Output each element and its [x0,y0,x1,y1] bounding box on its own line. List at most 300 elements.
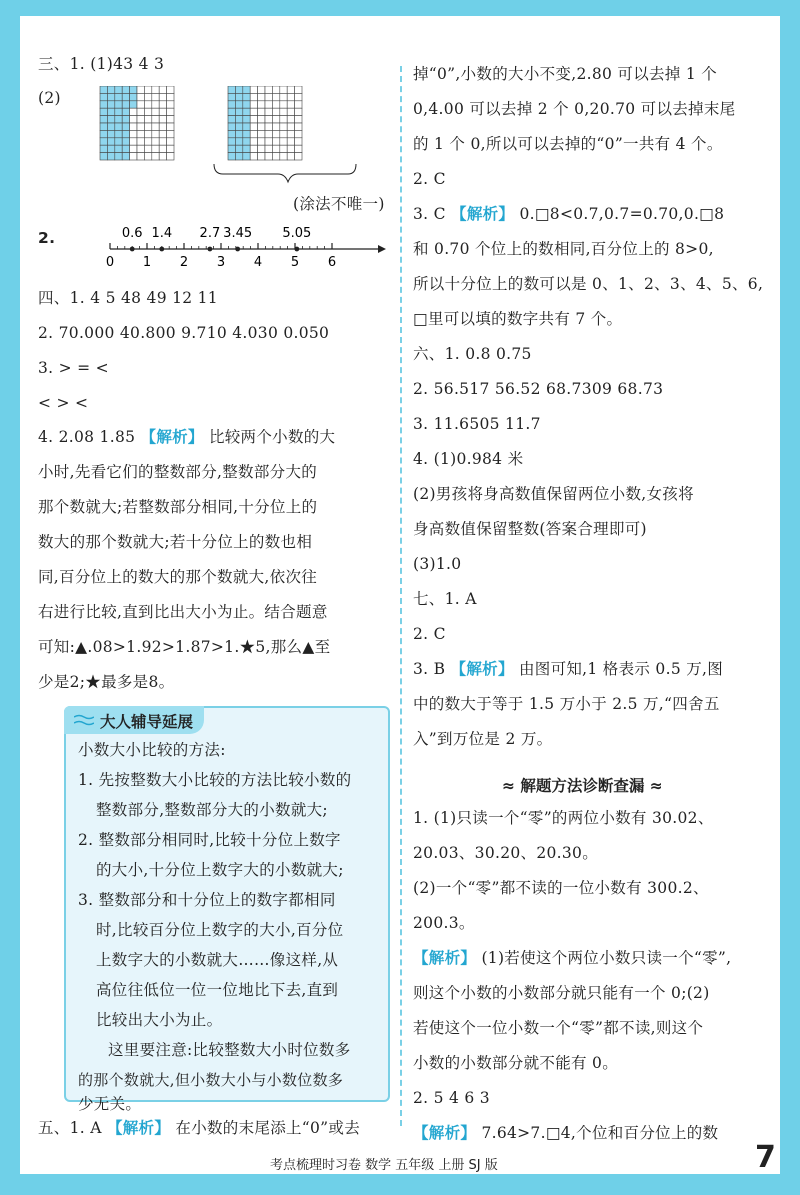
grid-cell [272,101,279,108]
grid-cell [152,93,159,100]
grid-cell [137,93,144,100]
point-marker [235,247,240,252]
grid-cell [130,108,137,115]
grid-cell [107,145,114,152]
grid-cell [115,130,122,137]
grid-cell [258,123,265,130]
grid-cell [272,138,279,145]
q5-3-text: 0.□8<0.7,0.7=0.70,0.□8 [519,205,725,223]
grid-cell [115,116,122,123]
grid-cell [250,116,257,123]
grid-cell [228,145,235,152]
q5-3 [413,204,724,224]
q7-2: 2. C [413,625,446,643]
q6-1: 六、1. 0.8 0.75 [413,345,532,363]
text-line: 的 1 个 0,所以可以去掉的“0”一共有 4 个。 [413,135,723,153]
grid-cell [107,153,114,160]
grid-cell [100,116,107,123]
grid-cell [258,116,265,123]
point-marker [159,247,164,252]
grid-cell [144,153,151,160]
grid-cell [159,86,166,93]
grid-cell [130,93,137,100]
diag-1-analysis [413,948,731,968]
grid-cell [287,101,294,108]
grid-cell [130,153,137,160]
box-line: 时,比较百分位上数字的大小,百分位 [96,921,344,939]
text-line: 小时,先看它们的整数部分,整数部分大的 [38,463,318,481]
grid-cell [122,145,129,152]
grid-shaded-tenths [228,86,302,160]
grid-cell [115,123,122,130]
box-line: 这里要注意:比较整数大小时位数多 [108,1041,351,1059]
grid-cell [250,138,257,145]
analysis-tag: 【解析】 [106,1119,171,1137]
text-line: 若使这个一位小数一个“零”都不读,则这个 [413,1019,704,1037]
grid-cell [228,153,235,160]
grid-cell [295,86,302,93]
grid-cell [228,130,235,137]
tick-label: 3 [216,255,226,270]
grid-cell [122,86,129,93]
grid-cell [100,101,107,108]
grid-cell [159,138,166,145]
grid-cell [159,93,166,100]
q5-2: 2. C [413,170,446,188]
grid-cell [265,123,272,130]
grid-cell [235,153,242,160]
tick-label: 2 [179,255,189,270]
number-line [100,221,390,271]
text-line: 少是2;★最多是8。 [38,673,175,691]
grid-cell [137,86,144,93]
grid-cell [137,123,144,130]
q6-4: 4. (1)0.984 米 [413,450,524,468]
grid-cell [265,116,272,123]
grid-cell [137,116,144,123]
grid-cell [122,93,129,100]
grid-cell [122,101,129,108]
grid-cell [265,86,272,93]
point-marker [294,247,299,252]
grid-cell [130,130,137,137]
grid-cell [280,123,287,130]
grid-cell [122,108,129,115]
q3-1-1: 三、1. (1)43 4 3 [38,55,165,73]
grid-cell [159,108,166,115]
grid-cell [167,86,174,93]
text-line: 和 0.70 个位上的数相同,百分位上的 8>0, [413,240,714,258]
grid-cell [287,145,294,152]
grid-cell [243,116,250,123]
diag-2: 2. 5 4 6 3 [413,1089,490,1107]
grid-cell [159,145,166,152]
grid-cell [235,116,242,123]
grid-cell [280,101,287,108]
q4-4-text: 比较两个小数的大 [208,428,336,446]
grid-cell [167,123,174,130]
grid-cell [100,86,107,93]
grid-cell [228,86,235,93]
text-line: (2)一个“零”都不读的一位小数有 300.2、 [413,879,709,897]
grid-cell [144,123,151,130]
box-line: 1. 先按整数大小比较的方法比较小数的 [78,771,352,789]
grid-cell [265,101,272,108]
grid-cell [122,153,129,160]
grid-cell [258,86,265,93]
grid-figures [98,86,388,188]
grid-cell [265,130,272,137]
q7-3-text: 由图可知,1 格表示 0.5 万,图 [518,660,724,678]
box-line: 的那个数就大,但小数大小与小数位数多 [78,1071,344,1089]
box-line: 比较出大小为止。 [96,1011,223,1029]
tick-label: 0 [105,255,115,270]
grid-cell [280,145,287,152]
grid-cell [167,138,174,145]
q7-3 [413,659,723,679]
grid-cell [280,86,287,93]
grid-cell [167,101,174,108]
grid-cell [265,108,272,115]
grid-cell [115,101,122,108]
grid-cell [235,86,242,93]
grid-cell [287,93,294,100]
grid-cell [144,116,151,123]
grid-cell [228,101,235,108]
grid-cell [272,123,279,130]
grid-cell [287,108,294,115]
grid-cell [122,138,129,145]
grid-cell [144,93,151,100]
grid-cell [167,108,174,115]
box-line: 3. 整数部分和十分位上的数字都相同 [78,891,336,909]
grid-cell [115,86,122,93]
grid-cell [265,93,272,100]
grid-cell [280,153,287,160]
grid-cell [250,86,257,93]
grid-cell [107,101,114,108]
grid-cell [250,153,257,160]
grid-cell [243,93,250,100]
tip-box-title-text: 大人辅导延展 [100,713,194,731]
grid-cell [152,116,159,123]
grid-cell [115,108,122,115]
grid-cell [159,153,166,160]
grid-cell [295,153,302,160]
grid-cell [107,93,114,100]
brace-icon [214,164,356,182]
grid-cell [152,101,159,108]
grid-cell [228,116,235,123]
grid-cell [130,138,137,145]
grid-cell [167,130,174,137]
text-line: 所以十分位上的数可以是 0、1、2、3、4、5、6, [413,275,764,293]
column-divider [400,66,402,1126]
grid-cell [287,138,294,145]
grid-cell [122,123,129,130]
text-line: 200.3。 [413,914,475,932]
grid-cell [258,93,265,100]
q4-2: 2. 70.000 40.800 9.710 4.030 0.050 [38,324,330,342]
text-line: 右进行比较,直到比出大小为止。结合题意 [38,603,328,621]
grid-cell [144,145,151,152]
q7-1: 七、1. A [413,590,477,608]
grid-cell [258,138,265,145]
answer-page [20,16,780,1174]
point-label: 1.4 [151,226,173,241]
grid-cell [228,123,235,130]
text-line: 身高数值保留整数(答案合理即可) [413,520,647,538]
grid-cell [295,116,302,123]
grid-cell [159,130,166,137]
grid-cell [243,153,250,160]
grid-cell [107,108,114,115]
grid-cell [295,93,302,100]
grid-cell [258,101,265,108]
grid-cell [100,145,107,152]
grid-cell [272,93,279,100]
grid-cell [107,116,114,123]
grid-cell [265,153,272,160]
grid-cell [243,123,250,130]
point-marker [130,247,135,252]
grid-cell [295,101,302,108]
grid-cell [100,108,107,115]
text-line: 0,4.00 可以去掉 2 个 0,20.70 可以去掉末尾 [413,100,736,118]
q7-3-answer: 3. B [413,660,446,678]
analysis-tag: 【解析】 [450,660,514,678]
text-line: 掉“0”,小数的大小不变,2.80 可以去掉 1 个 [413,65,718,83]
analysis-tag: 【解析】 [413,949,477,967]
grid-cell [137,153,144,160]
q5-1 [38,1118,360,1138]
grid-cell [137,145,144,152]
grid-cell [144,86,151,93]
grid-cell [280,93,287,100]
box-line: 高位往低位一位一位地比下去,直到 [96,981,339,999]
diag-1: 1. (1)只读一个“零”的两位小数有 30.02、 [413,809,714,827]
grid-cell [235,138,242,145]
wave-icon [74,714,94,726]
point-marker [208,247,213,252]
grid-cell [137,108,144,115]
point-label: 0.6 [121,226,143,241]
grid-cell [137,138,144,145]
grid-cell [272,130,279,137]
grid-cell [100,123,107,130]
grid-cell [115,153,122,160]
text-line: 则这个小数的小数部分就只能有一个 0;(2) [413,984,710,1002]
box-line: 2. 整数部分相同时,比较十分位上数字 [78,831,341,849]
text-line: (2)男孩将身高数值保留两位小数,女孩将 [413,485,694,503]
grid-cell [235,108,242,115]
text-line: (3)1.0 [413,555,462,573]
grid-cell [258,108,265,115]
q5-3-answer: 3. C [413,205,446,223]
grid-cell [159,116,166,123]
grid-cell [295,123,302,130]
grid-cell [295,145,302,152]
grid-cell [144,130,151,137]
box-line: 整数部分,整数部分大的小数就大; [96,801,328,819]
grid-cell [107,86,114,93]
q6-3: 3. 11.6505 11.7 [413,415,541,433]
grid-cell [235,101,242,108]
grid-cell [287,86,294,93]
grid-cell [272,145,279,152]
grid-cell [258,130,265,137]
grid-cell [100,130,107,137]
grid-cell [243,101,250,108]
grid-cell [228,93,235,100]
grid-cell [228,108,235,115]
grid-cell [235,130,242,137]
grid-shaded-hundredths [100,86,174,160]
grid-cell [130,123,137,130]
grid-cell [250,93,257,100]
grid-cell [280,116,287,123]
q6-2: 2. 56.517 56.52 68.7309 68.73 [413,380,664,398]
grid-cell [243,130,250,137]
grid-cell [107,123,114,130]
grid-cell [152,153,159,160]
q3-2-label: 2. [38,229,56,247]
point-label: 2.7 [199,226,221,241]
text-line: 数大的那个数就大;若十分位上的数也相 [38,533,313,551]
grid-cell [152,130,159,137]
grid-cell [152,86,159,93]
arrow-right-icon [378,245,386,253]
grid-cell [265,145,272,152]
grid-cell [235,123,242,130]
grid-cell [167,93,174,100]
analysis-tag: 【解析】 [413,1124,477,1142]
diag-2-analysis [413,1123,718,1143]
diag-2-analysis-text: 7.64>7.□4,个位和百分位上的数 [481,1124,719,1142]
grid-cell [122,130,129,137]
q5-1-text: 在小数的末尾添上“0”或去 [175,1119,361,1137]
grid-cell [100,153,107,160]
grid-cell [130,145,137,152]
point-label: 3.45 [223,226,253,241]
grid-cell [159,101,166,108]
grid-cell [137,130,144,137]
grid-cell [287,116,294,123]
grid-cell [250,145,257,152]
grid-cell [130,101,137,108]
q4-3b: < > < [38,394,89,412]
page-number: 7 [755,1140,776,1175]
grid-cell [280,138,287,145]
grid-cell [250,108,257,115]
grid-cell [167,116,174,123]
box-line: 上数字大的小数就大……像这样,从 [96,951,339,969]
grid-cell [280,130,287,137]
section-heading: ≈ 解题方法诊断查漏 ≈ [502,777,663,795]
grid-cell [152,145,159,152]
grid-cell [100,93,107,100]
text-line: 小数的小数部分就不能有 0。 [413,1054,618,1072]
grid-cell [235,145,242,152]
grid-cell [272,153,279,160]
grid-cell [265,138,272,145]
grid-cell [167,145,174,152]
box-line: 少无关。 [78,1095,142,1113]
tip-box-title [64,706,204,734]
q4-3: 3. > = < [38,359,109,377]
analysis-tag: 【解析】 [140,428,204,446]
grid-cell [130,116,137,123]
grid-cell [144,108,151,115]
grid-cell [250,130,257,137]
grid-cell [152,108,159,115]
footer: 考点梳理时习卷 数学 五年级 上册 SJ 版 [270,1158,498,1173]
text-line: 可知:▲.08>1.92>1.87>1.★5,那么▲至 [38,638,331,656]
grid-cell [167,153,174,160]
grid-cell [243,138,250,145]
box-line: 的大小,十分位上数字大的小数就大; [96,861,344,879]
grid-cell [295,108,302,115]
grid-cell [228,138,235,145]
grid-cell [258,145,265,152]
q3-1-2-label: (2) [38,89,61,107]
grid-cell [272,116,279,123]
grid-cell [243,145,250,152]
grid-cell [235,93,242,100]
q5-1-answer: 五、1. A [38,1119,102,1137]
text-line: 同,百分位上的数大的那个数就大,依次往 [38,568,318,586]
grid-cell [152,138,159,145]
q4-4-answer: 4. 2.08 1.85 [38,428,136,446]
grid-cell [295,130,302,137]
grid-cell [250,101,257,108]
grid-cell [100,138,107,145]
grid-cell [287,130,294,137]
tick-label: 1 [142,255,152,270]
grid-cell [280,108,287,115]
text-line: □里可以填的数字共有 7 个。 [413,310,623,328]
tick-label: 4 [253,255,263,270]
grid-cell [130,86,137,93]
grid-cell [272,108,279,115]
grid-cell [250,123,257,130]
grid-cell [144,101,151,108]
text-line: 中的数大于等于 1.5 万小于 2.5 万,“四舍五 [413,695,720,713]
analysis-tag: 【解析】 [451,205,515,223]
grid-cell [287,153,294,160]
grid-cell [159,123,166,130]
point-label: 5.05 [282,226,312,241]
note-coloring: (涂法不唯一) [293,195,385,213]
grid-cell [107,138,114,145]
grid-cell [272,86,279,93]
diag-1-analysis-text: (1)若使这个两位小数只读一个“零”, [481,949,732,967]
grid-cell [122,116,129,123]
box-line: 小数大小比较的方法: [78,741,226,759]
q4-1: 四、1. 4 5 48 49 12 11 [38,289,218,307]
grid-cell [115,138,122,145]
grid-cell [144,138,151,145]
grid-cell [287,123,294,130]
grid-cell [137,101,144,108]
grid-cell [258,153,265,160]
grid-cell [107,130,114,137]
grid-cell [152,123,159,130]
text-line: 那个数就大;若整数部分相同,十分位上的 [38,498,318,516]
text-line: 入”到万位是 2 万。 [413,730,553,748]
grid-cell [115,145,122,152]
grid-cell [115,93,122,100]
